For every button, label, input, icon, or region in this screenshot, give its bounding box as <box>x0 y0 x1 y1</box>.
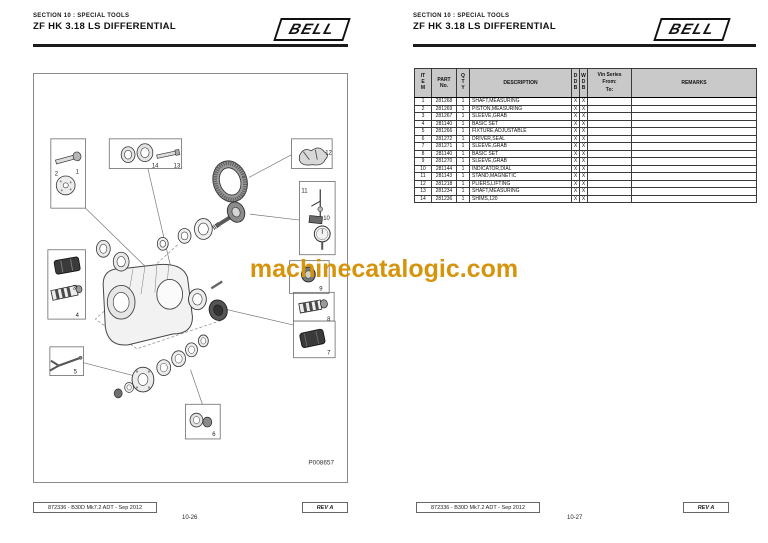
cell-ddb: X <box>572 150 580 158</box>
table-row <box>415 105 757 113</box>
col-header-ddb: DDB <box>572 69 580 98</box>
table-row <box>415 188 757 196</box>
col-header-qty: QTY <box>457 69 470 98</box>
page-number-right: 10-27 <box>567 515 583 521</box>
cell-wdb: X <box>580 188 588 196</box>
cell-part: 281266 <box>432 128 457 136</box>
figure-code: P008657 <box>308 459 335 467</box>
cell-vin <box>588 135 632 143</box>
pinion-bearings <box>157 219 212 251</box>
cell-ddb: X <box>572 143 580 151</box>
callout-9: 9 <box>319 286 323 293</box>
tool-shaft-measuring-13 <box>156 149 179 159</box>
cell-remarks <box>632 105 757 113</box>
cell-item: 2 <box>415 105 432 113</box>
parts-table <box>414 68 757 203</box>
pin-part <box>211 281 222 288</box>
cell-remarks <box>632 120 757 128</box>
cell-qty: 1 <box>457 158 470 166</box>
tool-sleeve-grab-7 <box>299 329 325 348</box>
table-row <box>415 128 757 136</box>
col-header-item: ITEM <box>415 69 432 98</box>
cell-vin <box>588 150 632 158</box>
cell-remarks <box>632 158 757 166</box>
cell-description: SLEEVE,GRAB <box>470 143 572 151</box>
cell-description: SHAFT,MEASURING <box>470 188 572 196</box>
header-rule-right <box>413 44 756 47</box>
cell-remarks <box>632 135 757 143</box>
cell-description: SHIMS,120 <box>470 195 572 203</box>
cell-vin <box>588 173 632 181</box>
tool-shims-14 <box>121 144 153 163</box>
cell-qty: 1 <box>457 180 470 188</box>
cell-item: 14 <box>415 195 432 203</box>
cell-item: 11 <box>415 173 432 181</box>
page-title: ZF HK 3.18 LS DIFFERENTIAL <box>33 20 176 32</box>
cell-item: 1 <box>415 98 432 106</box>
bell-logo <box>273 18 350 41</box>
cell-vin <box>588 128 632 136</box>
tool-indicator-dial-10 <box>314 226 330 250</box>
cell-remarks <box>632 143 757 151</box>
cell-vin <box>588 195 632 203</box>
callout-12: 12 <box>325 150 332 157</box>
table-row <box>415 195 757 203</box>
watermark: machinecatalogic.com <box>249 255 519 283</box>
col-header-part: PART No. <box>432 69 457 98</box>
cell-wdb: X <box>580 158 588 166</box>
cell-ddb: X <box>572 195 580 203</box>
cell-wdb: X <box>580 150 588 158</box>
page-number-left: 10-26 <box>182 515 198 521</box>
bell-logo-right <box>653 18 730 41</box>
cell-vin <box>588 143 632 151</box>
cell-wdb: X <box>580 105 588 113</box>
cell-wdb: X <box>580 180 588 188</box>
housing-bearings <box>96 240 129 271</box>
cell-qty: 1 <box>457 135 470 143</box>
cell-wdb: X <box>580 98 588 106</box>
callout-box-5 <box>50 347 84 376</box>
cell-vin <box>588 165 632 173</box>
cell-vin <box>588 113 632 121</box>
cell-qty: 1 <box>457 98 470 106</box>
callout-11: 11 <box>301 188 308 195</box>
doc-ref-left: 872336 - B30D Mk7.2 ADT - Sep 2012 <box>47 504 143 511</box>
callout-8: 8 <box>327 317 331 324</box>
table-row <box>415 150 757 158</box>
callout-boxes <box>48 139 335 439</box>
cell-remarks <box>632 173 757 181</box>
table-row <box>415 173 757 181</box>
cell-qty: 1 <box>457 173 470 181</box>
col-header-remarks: REMARKS <box>632 69 757 98</box>
cell-qty: 1 <box>457 195 470 203</box>
cell-part: 281268 <box>432 98 457 106</box>
tool-basic-set-4 <box>51 284 83 300</box>
table-row <box>415 120 757 128</box>
col-header-wdb: WDB <box>580 69 588 98</box>
cell-vin <box>588 105 632 113</box>
rev-label-right: REV A <box>697 504 715 511</box>
callout-3: 3 <box>72 285 76 292</box>
cell-vin <box>588 158 632 166</box>
callout-10: 10 <box>323 216 330 223</box>
table-row <box>415 98 757 106</box>
cell-ddb: X <box>572 128 580 136</box>
cell-description: BASIC SET <box>470 150 572 158</box>
cell-ddb: X <box>572 158 580 166</box>
section-label-right: SECTION 10 : SPECIAL TOOLS <box>413 13 510 19</box>
cell-part: 281140 <box>432 150 457 158</box>
cell-wdb: X <box>580 120 588 128</box>
header-rule-left <box>33 44 348 47</box>
cell-ddb: X <box>572 113 580 121</box>
cell-remarks <box>632 150 757 158</box>
cell-qty: 1 <box>457 143 470 151</box>
callout-4: 4 <box>75 313 79 320</box>
cell-description: STAND,MAGNETIC <box>470 173 572 181</box>
callout-2: 2 <box>54 171 59 178</box>
cell-part: 281144 <box>432 165 457 173</box>
cell-description: BASIC SET <box>470 120 572 128</box>
cell-description: SLEEVE,GRAB <box>470 113 572 121</box>
table-row <box>415 135 757 143</box>
cell-wdb: X <box>580 113 588 121</box>
col-header-vin-series: Vin Series From: To: <box>588 69 632 98</box>
differential-housing <box>103 264 192 345</box>
cell-ddb: X <box>572 135 580 143</box>
callout-13: 13 <box>173 163 181 170</box>
cell-ddb: X <box>572 105 580 113</box>
cell-qty: 1 <box>457 128 470 136</box>
table-row <box>415 143 757 151</box>
callout-6: 6 <box>212 431 216 438</box>
cell-ddb: X <box>572 173 580 181</box>
rev-label-left: REV A <box>316 504 334 511</box>
table-header-row <box>415 69 757 98</box>
cell-vin <box>588 98 632 106</box>
cell-item: 4 <box>415 120 432 128</box>
cell-part: 281234 <box>432 188 457 196</box>
cell-remarks <box>632 188 757 196</box>
cell-qty: 1 <box>457 113 470 121</box>
cell-wdb: X <box>580 165 588 173</box>
table-row <box>415 165 757 173</box>
callout-1: 1 <box>75 169 79 176</box>
cell-part: 281272 <box>432 135 457 143</box>
cell-wdb: X <box>580 195 588 203</box>
doc-ref-box-right <box>416 502 540 513</box>
cell-part: 281143 <box>432 173 457 181</box>
cell-vin <box>588 120 632 128</box>
cell-description: INDICATOR,DIAL <box>470 165 572 173</box>
tool-sleeve-grab-8 <box>299 299 328 313</box>
cell-part: 281270 <box>432 158 457 166</box>
cell-item: 9 <box>415 158 432 166</box>
output-seal-parts <box>189 281 230 322</box>
doc-ref-right: 872336 - B30D Mk7.2 ADT - Sep 2012 <box>430 504 526 511</box>
tool-pliers-lifting-12 <box>299 148 327 165</box>
cell-item: 10 <box>415 165 432 173</box>
cell-ddb: X <box>572 188 580 196</box>
cell-item: 3 <box>415 113 432 121</box>
page-title-right: ZF HK 3.18 LS DIFFERENTIAL <box>413 20 556 32</box>
rev-box-left <box>302 502 348 513</box>
cell-vin <box>588 188 632 196</box>
cell-qty: 1 <box>457 150 470 158</box>
bell-logo-text: BELL <box>286 21 338 38</box>
cell-description: SHAFT,MEASURING <box>470 98 572 106</box>
cell-description: PISTON,MEASURING <box>470 105 572 113</box>
cell-part: 281267 <box>432 113 457 121</box>
callout-14: 14 <box>151 163 159 170</box>
tool-stand-magnetic-11 <box>309 189 323 223</box>
callout-7: 7 <box>327 350 331 357</box>
cell-remarks <box>632 165 757 173</box>
cell-qty: 1 <box>457 188 470 196</box>
cell-description: DRIVER,SEAL <box>470 135 572 143</box>
tool-sleeve-grab-3 <box>54 257 81 275</box>
cell-wdb: X <box>580 143 588 151</box>
cell-description: PLIERS,LIFTING <box>470 180 572 188</box>
cell-ddb: X <box>572 165 580 173</box>
cell-remarks <box>632 195 757 203</box>
tool-shaft-measuring-1 <box>55 151 82 166</box>
cell-vin <box>588 180 632 188</box>
cell-item: 12 <box>415 180 432 188</box>
pinion-gear <box>213 199 247 228</box>
cell-part: 281140 <box>432 120 457 128</box>
bell-logo-text-right: BELL <box>666 21 718 38</box>
cell-part: 281218 <box>432 180 457 188</box>
table-row <box>415 180 757 188</box>
callout-5: 5 <box>73 369 77 376</box>
cell-ddb: X <box>572 180 580 188</box>
ring-gear <box>208 156 253 206</box>
cell-item: 6 <box>415 135 432 143</box>
table-row <box>415 113 757 121</box>
cell-ddb: X <box>572 120 580 128</box>
tool-fixture-adjustable-5 <box>50 356 82 370</box>
cell-wdb: X <box>580 128 588 136</box>
cell-remarks <box>632 98 757 106</box>
cell-item: 13 <box>415 188 432 196</box>
cell-part: 281269 <box>432 105 457 113</box>
section-label: SECTION 10 : SPECIAL TOOLS <box>33 13 130 19</box>
cell-wdb: X <box>580 173 588 181</box>
tool-driver-seal-6 <box>190 413 212 427</box>
rev-box-right <box>683 502 729 513</box>
cell-part: 281271 <box>432 143 457 151</box>
cell-remarks <box>632 180 757 188</box>
cell-item: 5 <box>415 128 432 136</box>
cell-description: SLEEVE,GRAB <box>470 158 572 166</box>
cell-remarks <box>632 113 757 121</box>
cell-qty: 1 <box>457 120 470 128</box>
cell-remarks <box>632 128 757 136</box>
cell-item: 8 <box>415 150 432 158</box>
table-row <box>415 158 757 166</box>
cell-qty: 1 <box>457 165 470 173</box>
cell-description: FIXTURE,ADJUSTABLE <box>470 128 572 136</box>
cell-ddb: X <box>572 98 580 106</box>
cell-part: 281236 <box>432 195 457 203</box>
doc-ref-box-left <box>33 502 157 513</box>
page-left-header <box>33 13 176 32</box>
cell-qty: 1 <box>457 105 470 113</box>
page-right-header <box>413 13 556 32</box>
cell-wdb: X <box>580 135 588 143</box>
col-header-description: DESCRIPTION <box>470 69 572 98</box>
cell-item: 7 <box>415 143 432 151</box>
tool-piston-measuring-2 <box>56 176 75 195</box>
